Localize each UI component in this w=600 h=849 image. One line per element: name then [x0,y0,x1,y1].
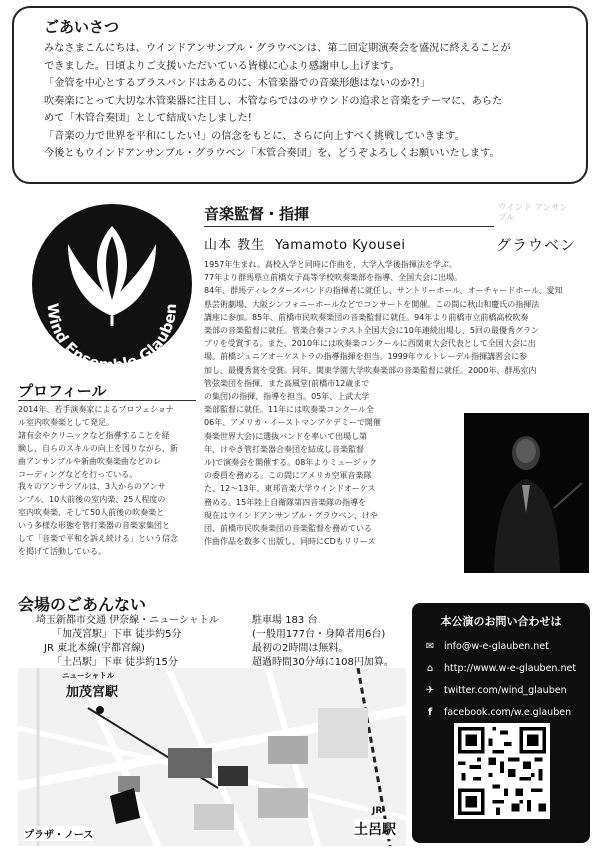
station-marker [96,706,104,714]
director-name-ja: 山本 教生 [204,238,266,253]
facebook-icon: f [427,706,433,718]
bio-line: プリを受賞する。また、2010年には吹奏楽コンクールに西関東大会代表として全国大会に出 [204,339,536,349]
bio-line: の集団)の指揮、指導を担当。05年、上武大学 [204,392,370,402]
profile-line: 室内吹奏楽、そして50人前後の吹奏楽と [18,508,165,518]
greeting-line: 今後ともウインドアンサンブル・グラウベン「木管合奏団」を、どうぞよろしくお願いいたします。 [44,148,500,159]
contact-website-text[interactable]: http://www.w-e-glauben.net [444,662,577,674]
profile-line: 我々のアンサンブルは、3人からのアンサ [18,482,166,492]
greeting-line: 吹奏楽にとって大切な木管楽器に注目し、木管ならではのサウンドの追求と音楽をテーマに、あらた [44,95,503,107]
contact-heading: 本公演のお問い合わせは [440,615,562,628]
bio-line: 楽部の音楽監督に就任。管楽合奏コンテスト全国大会に10年連続出場し、5回の最優秀グラン [204,326,539,336]
map-label: ニューシャトル [62,671,115,680]
map-label: プラザ・ノース [24,826,93,841]
access-heading: 会場のごあんない [18,595,147,614]
qr-code[interactable] [454,723,550,819]
brand-subtitle: ウインド アンサンブル [498,203,568,223]
twitter-icon: ✈ [425,684,435,696]
train-line: JR 東北本線(宇都宮線) [44,643,145,654]
contact-facebook[interactable] [422,701,580,723]
train-directions [36,614,219,670]
contact-email[interactable] [422,635,580,657]
bio-line: ル)で演奏会を開催する。08年よりミュージック [204,458,377,468]
greeting-title: ごあいさつ [44,18,120,36]
bio-line: 講座に参加。85年、前橋市民吹奏楽団の音楽監督に就任。94年より前橋市立前橋高校吹奏 [204,312,529,322]
brand-name: グラウベン [496,236,577,254]
map-label: JR [372,806,383,816]
bio-line: 加し、最優秀賞を受賞。同年、関東学園大学吹奏楽部の音楽監督に就任。2000年、群馬室内 [204,365,537,375]
contact-email-text[interactable]: info@w-e-glauben.net [444,640,549,652]
parking-line: (一般用177台・身障者用6台) [252,629,386,640]
contact-panel [412,603,590,843]
bio-line: 作曲作品を数多く出版し、同時にCDもリリース [204,537,376,547]
bio-line: 77年より群馬県立前橋女子高等学校吹奏楽部を指導、全国大会に出場。 [204,273,463,283]
profile-heading: プロフィール [18,382,107,400]
director-photo [464,413,589,573]
bio-line: 現在はウインドアンサンブル・グラウベン、けや [204,510,378,520]
map-label: 加茂宮駅 [66,685,119,700]
profile-line: して「音楽で平和を訴え続ける」という信念 [18,534,178,544]
logo-text: Wind Ensemble Glauben [43,302,181,375]
profile-line: ル室内吹奏楽として発足。 [18,417,114,427]
train-line: 「加茂宮駅」下車 徒歩約5分 [52,629,182,640]
home-icon: ⌂ [426,662,434,674]
mail-icon: ✉ [425,640,435,652]
profile-line: いう多様な形態を管打楽器の音楽家集団と [18,521,170,531]
profile-line: ンブル、10人前後の室内楽、25人程度の [18,495,166,505]
contact-website[interactable] [422,657,580,679]
greeting-line: 「金管を中心とするブラスバンドはあるのに、木管楽器での音楽形態はないのか?!」 [44,78,431,89]
bio-line: 年、けやき管打楽器合奏団を結成し音楽監督 [204,444,364,454]
map-label: 土呂駅 [354,819,396,839]
bio-line: 06年、アメリカ・イーストマンアケデミーで開催 [204,418,381,428]
bio-line: た、12～13年、東邦音楽大学ウインドオーケス [204,484,376,494]
profile-line: 曲アンサンブルや新曲吹奏楽曲などのレ [18,456,161,466]
bio-line: 務める。15年陸上自衛隊第四音楽隊の指導を [204,497,367,507]
director-name-en: Yamamoto Kyousei [275,238,406,253]
profile-line: 験し、自らのスキルの向上を図りながら、新 [18,443,178,453]
divider [18,400,196,401]
profile-line: 諸有会やクリニックなど指導することを経 [18,430,170,440]
greeting-line: めて「木管合奏団」として結成いたしました! [44,113,252,124]
contact-twitter[interactable] [422,679,580,701]
train-line: 埼玉新都市交通 伊奈線・ニューシャトル [36,615,219,626]
bio-line: の委員を務める。この間にアメリカ空軍音楽隊 [204,471,372,481]
parking-line: 駐車場 183 台 [252,615,318,626]
profile-line: コーディングなどを行っている。 [18,469,138,479]
bio-line: 奏楽世界大会)に選抜バンドを率いて出場し第 [204,431,368,441]
profile-line: を掲げて活動している。 [18,546,106,556]
greeting-line: みなさまこんにちは、ウインドアンサンブル・グラウベンは、第二回定期演奏会を盛況に終えることが [44,43,511,54]
parking-info [252,614,394,670]
profile-text [18,404,198,559]
bio-line: 1957年生まれ。高校入学と同時に作曲を、大学入学後指揮法を学ぶ。 [204,260,457,269]
profile-line: 2014年、若手演奏家によるプロフェショナ [18,405,174,414]
contact-facebook-text[interactable]: facebook.com/w.e.glauben [444,706,572,718]
contact-twitter-text[interactable]: twitter.com/wind_glauben [444,684,567,696]
bio-line: 84年、群馬ディレクターズバンドの指揮者に就任し、サントリーホール、オーチャードホール、愛知 [204,286,563,296]
bio-line: 楽部監督に就任。11年には吹奏楽コンクール全 [204,405,374,415]
greeting-box [12,6,588,184]
divider [204,226,494,227]
bio-line: 県芸術劇場、大阪シンフォニーホールなどでコンサートを開催。この間に秋山和慶氏の指揮法 [204,299,540,309]
train-line: 「土呂駅」下車 徒歩約15分 [52,657,178,668]
director-heading: 音楽監督・指揮 [204,205,310,223]
bio-line: 場。前橋ジュニアオーケストラの指導指揮を担当。1999年ウルトレーデル指揮講習会に参 [204,352,528,362]
bio-line: 管弦楽団を指揮、また高風堂(前橋市12歳まで [204,378,370,388]
director-name [204,234,406,253]
ensemble-logo [16,200,196,380]
greeting-line: できました。日頃よりご支援いただいている皆様に心より感謝申し上げます。 [44,60,400,72]
greeting-line: 「音楽の力で世界を平和にしたい!」の信念をもとに、さらに向上すべく挑戦していきます。 [44,130,465,142]
parking-line: 超過時間30分毎に108円加算。 [252,657,394,668]
parking-line: 最初の2時間は無料。 [252,643,349,654]
bio-line: 団、前橋市民吹奏楽団の音楽監督を務めている [204,524,372,534]
